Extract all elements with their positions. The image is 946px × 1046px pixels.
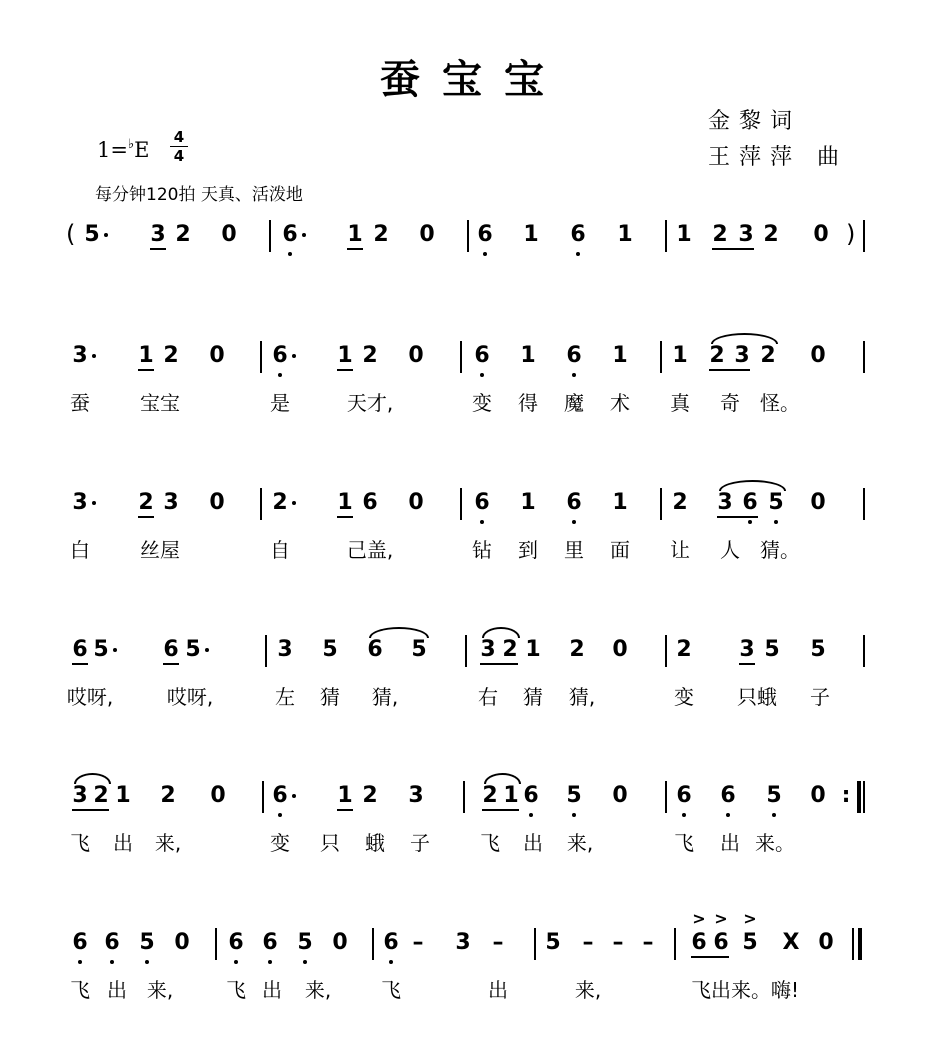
note: 2: [138, 490, 154, 515]
time-signature: 4 4: [170, 128, 188, 165]
note: –: [492, 930, 504, 955]
note: 6: [72, 637, 88, 662]
note: 1: [676, 222, 692, 247]
note: 1: [523, 222, 539, 247]
note: 0: [612, 783, 628, 808]
lyric: 哎呀,: [66, 685, 114, 709]
octave-dot: [483, 252, 487, 256]
beam-underline: [150, 248, 166, 250]
note: 1: [525, 637, 541, 662]
final-bar-thin: [852, 928, 854, 960]
beam-underline: [72, 809, 109, 811]
lyric: 魔: [564, 391, 584, 415]
note: 2: [712, 222, 728, 247]
lyric: 左: [275, 685, 295, 709]
lyric: 出: [720, 831, 740, 855]
accent-mark: >: [692, 909, 706, 928]
beam-underline: [72, 663, 88, 665]
intro-close-paren: ): [846, 220, 856, 248]
lyric: 只蛾: [737, 685, 777, 709]
note: 0: [818, 930, 834, 955]
lyric: 只: [320, 831, 340, 855]
intro-open-paren: (: [66, 220, 76, 248]
octave-dot: [278, 813, 282, 817]
repeat-sign: :: [841, 783, 851, 808]
lyric: 到: [518, 538, 538, 562]
note: 2: [482, 783, 498, 808]
note: 2: [672, 490, 688, 515]
lyric: 里: [564, 538, 584, 562]
note: 6: [566, 343, 582, 368]
bar-line: [665, 220, 667, 252]
note: 2: [362, 783, 378, 808]
lyric: 钻: [472, 538, 492, 562]
note: 0: [332, 930, 348, 955]
octave-dot: [748, 520, 752, 524]
note: –: [412, 930, 424, 955]
lyric: 让: [670, 538, 690, 562]
note: 6: [104, 930, 120, 955]
duration-dot: [92, 354, 96, 358]
note: 0: [174, 930, 190, 955]
bar-line: [863, 341, 865, 373]
lyric: 猜,: [371, 685, 399, 709]
slur: [369, 627, 429, 638]
bar-line: [863, 635, 865, 667]
note: 1: [337, 343, 353, 368]
bar-line: [269, 220, 271, 252]
note: 2: [676, 637, 692, 662]
beam-underline: [739, 663, 755, 665]
note: –: [582, 930, 594, 955]
note: 3: [480, 637, 496, 662]
beam-underline: [337, 809, 353, 811]
duration-dot: [104, 233, 108, 237]
lyric: 出: [113, 831, 133, 855]
duration-dot: [113, 648, 117, 652]
note: 1: [337, 490, 353, 515]
octave-dot: [726, 813, 730, 817]
octave-dot: [389, 960, 393, 964]
lyric: 白: [70, 538, 90, 562]
note: 6: [720, 783, 736, 808]
lyric: 子: [410, 831, 430, 855]
note: 1: [503, 783, 519, 808]
note: 6: [713, 930, 729, 955]
beam-underline: [482, 809, 519, 811]
note: 6: [282, 222, 298, 247]
note: –: [642, 930, 654, 955]
octave-dot: [145, 960, 149, 964]
note: 1: [520, 343, 536, 368]
octave-dot: [529, 813, 533, 817]
bar-line: [262, 781, 264, 813]
lyric: 来,: [574, 978, 602, 1002]
lyric: 猜,: [568, 685, 596, 709]
lyricist-credit: 金黎词: [708, 109, 802, 134]
bar-line: [665, 781, 667, 813]
note: 3: [72, 783, 88, 808]
note: 5: [742, 930, 758, 955]
lyric: 己盖,: [346, 538, 394, 562]
note: 0: [810, 490, 826, 515]
note: 2: [93, 783, 109, 808]
lyric: 人: [720, 538, 740, 562]
note: 0: [408, 343, 424, 368]
beam-underline: [138, 369, 154, 371]
lyric: 奇: [720, 391, 740, 415]
bar-line: [260, 341, 262, 373]
lyric: 来,: [154, 831, 182, 855]
octave-dot: [480, 373, 484, 377]
tempo-marking: 每分钟120拍 天真、活泼地: [95, 185, 303, 205]
beam-underline: [480, 663, 518, 665]
note: 2: [569, 637, 585, 662]
bar-line: [463, 781, 465, 813]
note: 3: [72, 490, 88, 515]
note: 6: [523, 783, 539, 808]
lyric: 飞出来。嗨!: [690, 978, 800, 1002]
note: 3: [739, 637, 755, 662]
note: 2: [362, 343, 378, 368]
lyric: 真: [670, 391, 690, 415]
note: 0: [612, 637, 628, 662]
note: 6: [691, 930, 707, 955]
note: 6: [742, 490, 758, 515]
note: 5: [322, 637, 338, 662]
octave-dot: [576, 252, 580, 256]
note: 6: [272, 343, 288, 368]
note: 1: [612, 343, 628, 368]
lyric: 飞: [381, 978, 401, 1002]
note: X: [782, 930, 800, 955]
bar-line: [660, 341, 662, 373]
octave-dot: [572, 813, 576, 817]
note: 6: [474, 343, 490, 368]
note: 1: [337, 783, 353, 808]
lyric: 变: [472, 391, 492, 415]
note: 5: [764, 637, 780, 662]
lyric: 猜: [320, 685, 340, 709]
bar-line: [665, 635, 667, 667]
note: 6: [570, 222, 586, 247]
slur: [719, 480, 786, 491]
note: 2: [709, 343, 725, 368]
lyric: 蚕: [70, 391, 90, 415]
note: 3: [738, 222, 754, 247]
lyric: 右: [478, 685, 498, 709]
composer-credit: 王萍萍 曲: [708, 145, 848, 170]
note: 0: [210, 783, 226, 808]
note: 1: [672, 343, 688, 368]
octave-dot: [774, 520, 778, 524]
lyric: 子: [810, 685, 830, 709]
note: 3: [717, 490, 733, 515]
octave-dot: [110, 960, 114, 964]
lyric: 来,: [146, 978, 174, 1002]
note: 6: [474, 490, 490, 515]
key-signature: 1=♭E: [97, 137, 150, 162]
bar-line: [260, 488, 262, 520]
bar-line: [460, 341, 462, 373]
note: 6: [72, 930, 88, 955]
note: 6: [566, 490, 582, 515]
note: 1: [617, 222, 633, 247]
bar-line: [467, 220, 469, 252]
note: 3: [734, 343, 750, 368]
note: 0: [408, 490, 424, 515]
lyric: 出: [262, 978, 282, 1002]
octave-dot: [268, 960, 272, 964]
beam-underline: [691, 956, 729, 958]
lyric: 是: [270, 391, 290, 415]
repeat-bar: [857, 781, 861, 813]
final-bar: [858, 928, 862, 960]
bar-line: [215, 928, 217, 960]
lyric: 自: [270, 538, 290, 562]
bar-line: [372, 928, 374, 960]
note: 2: [763, 222, 779, 247]
note: 3: [408, 783, 424, 808]
accent-mark: >: [743, 909, 757, 928]
beam-underline: [709, 369, 750, 371]
note: 0: [810, 783, 826, 808]
slur: [74, 773, 111, 784]
lyric: 得: [518, 391, 538, 415]
bar-line: [265, 635, 267, 667]
accent-mark: >: [714, 909, 728, 928]
beam-underline: [347, 248, 363, 250]
beam-underline: [712, 248, 754, 250]
note: 0: [419, 222, 435, 247]
note: 5: [768, 490, 784, 515]
note: 3: [455, 930, 471, 955]
octave-dot: [772, 813, 776, 817]
note: 6: [228, 930, 244, 955]
bar-line: [863, 220, 865, 252]
note: 0: [810, 343, 826, 368]
note: 2: [175, 222, 191, 247]
note: 3: [72, 343, 88, 368]
octave-dot: [303, 960, 307, 964]
note: 2: [272, 490, 288, 515]
bar-line: [465, 635, 467, 667]
lyric: 面: [610, 538, 630, 562]
note: 6: [676, 783, 692, 808]
note: 3: [150, 222, 166, 247]
note: 2: [760, 343, 776, 368]
octave-dot: [234, 960, 238, 964]
note: 5: [411, 637, 427, 662]
lyric: 蛾: [365, 831, 385, 855]
duration-dot: [292, 501, 296, 505]
beam-underline: [163, 663, 179, 665]
duration-dot: [92, 501, 96, 505]
octave-dot: [278, 373, 282, 377]
lyric: 天才,: [346, 391, 394, 415]
lyric: 变: [674, 685, 694, 709]
duration-dot: [292, 794, 296, 798]
page-title: 蚕宝宝: [380, 56, 566, 103]
lyric: 猜: [523, 685, 543, 709]
note: 3: [277, 637, 293, 662]
octave-dot: [78, 960, 82, 964]
lyric: 飞: [70, 978, 90, 1002]
note: 6: [383, 930, 399, 955]
lyric: 出: [107, 978, 127, 1002]
note: 6: [362, 490, 378, 515]
lyric: 出: [488, 978, 508, 1002]
note: 5: [185, 637, 201, 662]
lyric: 来,: [566, 831, 594, 855]
bar-line: [534, 928, 536, 960]
note: 1: [520, 490, 536, 515]
octave-dot: [288, 252, 292, 256]
bar-line: [863, 488, 865, 520]
note: 1: [612, 490, 628, 515]
beam-underline: [717, 516, 758, 518]
bar-line: [460, 488, 462, 520]
lyric: 猜。: [760, 538, 800, 562]
beam-underline: [337, 369, 353, 371]
lyric: 怪。: [760, 391, 800, 415]
note: 2: [160, 783, 176, 808]
octave-dot: [572, 520, 576, 524]
octave-dot: [682, 813, 686, 817]
note: 0: [209, 490, 225, 515]
note: 5: [566, 783, 582, 808]
note: 2: [502, 637, 518, 662]
lyric: 来。: [755, 831, 795, 855]
lyric: 飞: [674, 831, 694, 855]
note: 1: [138, 343, 154, 368]
note: –: [612, 930, 624, 955]
bar-line: [660, 488, 662, 520]
note: 6: [272, 783, 288, 808]
duration-dot: [292, 354, 296, 358]
note: 6: [367, 637, 383, 662]
repeat-bar-thin: [863, 781, 865, 813]
note: 3: [163, 490, 179, 515]
beam-underline: [138, 516, 154, 518]
lyric: 飞: [226, 978, 246, 1002]
octave-dot: [572, 373, 576, 377]
note: 0: [221, 222, 237, 247]
note: 5: [810, 637, 826, 662]
lyric: 宝宝: [140, 391, 180, 415]
note: 1: [115, 783, 131, 808]
lyric: 来,: [304, 978, 332, 1002]
note: 5: [139, 930, 155, 955]
octave-dot: [480, 520, 484, 524]
lyric: 丝屋: [140, 538, 180, 562]
note: 2: [373, 222, 389, 247]
note: 5: [297, 930, 313, 955]
note: 6: [262, 930, 278, 955]
lyric: 飞: [70, 831, 90, 855]
lyric: 飞: [480, 831, 500, 855]
slur: [711, 333, 778, 344]
note: 5: [84, 222, 100, 247]
note: 0: [813, 222, 829, 247]
duration-dot: [205, 648, 209, 652]
duration-dot: [302, 233, 306, 237]
lyric: 出: [523, 831, 543, 855]
note: 5: [93, 637, 109, 662]
note: 6: [477, 222, 493, 247]
lyric: 术: [610, 391, 630, 415]
note: 2: [163, 343, 179, 368]
note: 1: [347, 222, 363, 247]
note: 5: [545, 930, 561, 955]
bar-line: [674, 928, 676, 960]
slur: [484, 773, 521, 784]
note: 0: [209, 343, 225, 368]
note: 6: [163, 637, 179, 662]
slur: [482, 627, 520, 638]
lyric: 变: [270, 831, 290, 855]
note: 5: [766, 783, 782, 808]
beam-underline: [337, 516, 353, 518]
lyric: 哎呀,: [166, 685, 214, 709]
